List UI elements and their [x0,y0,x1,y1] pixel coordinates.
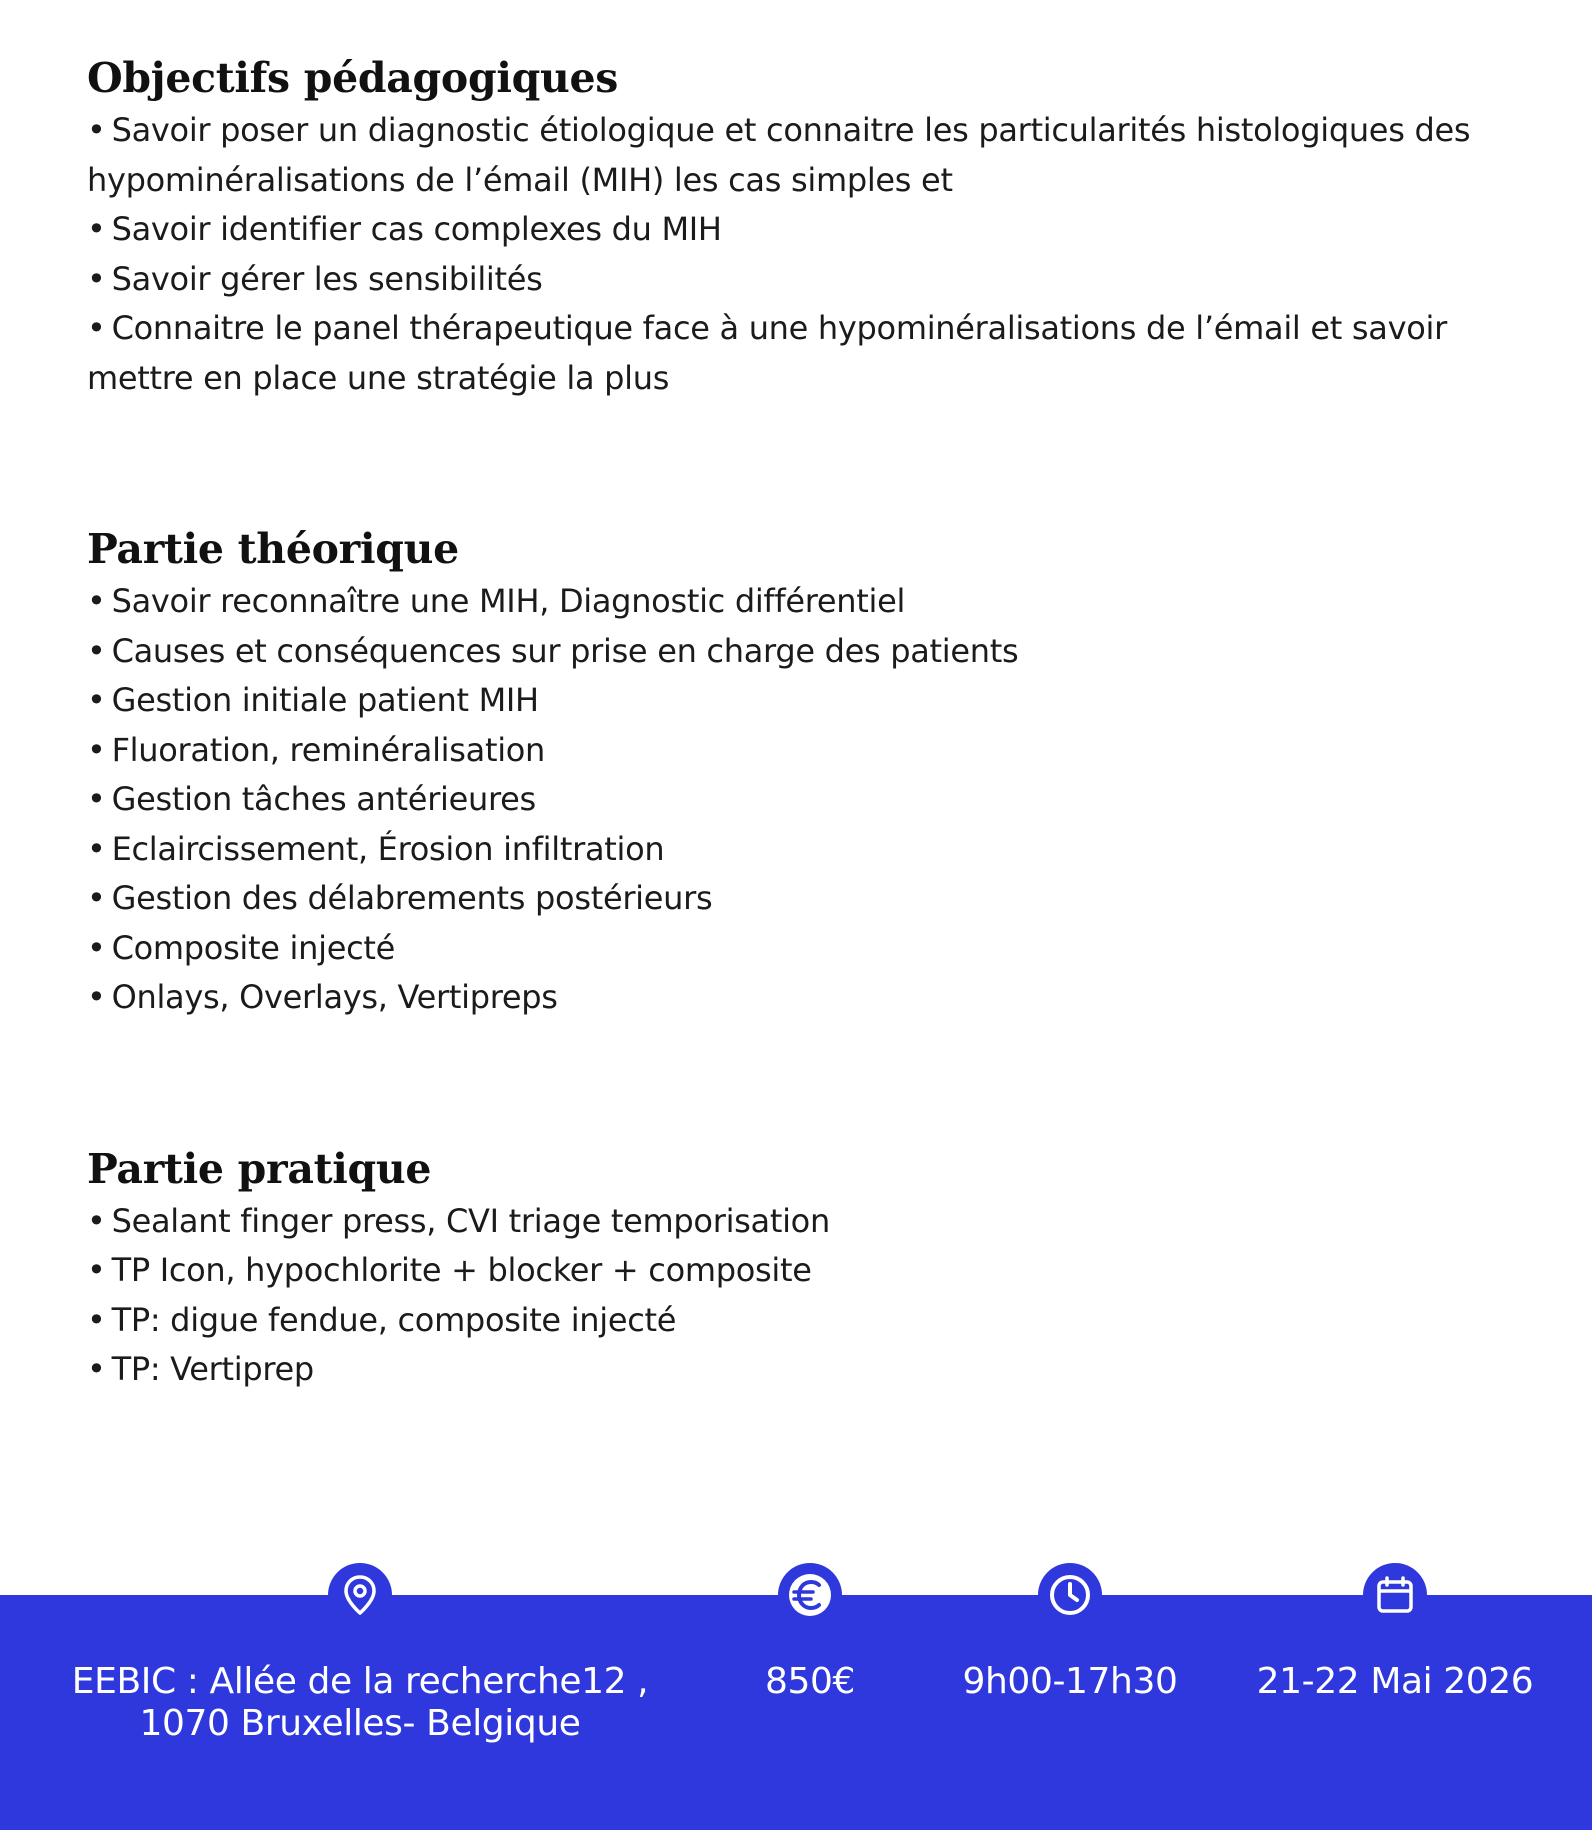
section-theorique [87,521,1527,1023]
list-item [87,106,1527,205]
pratique-list [87,1197,1527,1395]
list-item [87,973,1527,1023]
objectifs-list [87,106,1527,403]
list-item-text: Savoir reconnaître une MIH, Diagnostic différentiel [111,582,906,620]
list-item [87,874,1527,924]
list-item [87,1296,1527,1346]
list-item [87,1246,1527,1296]
bullet-dot: • [87,631,106,670]
bullet-dot: • [87,829,106,868]
bullet-dot: • [87,681,106,719]
location-pin-icon-svg [341,1574,379,1616]
list-item-text: Causes et conséquences sur prise en charge des patients [111,631,1019,670]
date-text: 21-22 Mai 2026 [1256,1661,1534,1702]
address-line-1: EEBIC : Allée de la recherche12 , [71,1661,649,1702]
list-item-text: TP Icon, hypochlorite + blocker + composite [111,1251,812,1289]
bullet-dot: • [87,1251,106,1289]
section-objectifs [87,50,1527,403]
bullet-dot: • [87,879,106,917]
euro-icon [778,1563,842,1627]
list-item-text: Gestion initiale patient MIH [111,681,539,719]
bullet-dot: • [87,111,106,149]
euro-icon-svg [786,1571,834,1619]
clock-icon [1038,1563,1102,1627]
calendar-icon [1363,1563,1427,1627]
list-item [87,205,1527,255]
address-line-2: 1070 Bruxelles- Belgique [139,1703,581,1744]
list-item-text: Onlays, Overlays, Vertipreps [111,978,558,1016]
list-item [87,775,1527,825]
list-item-text: Gestion tâches antérieures [111,780,536,818]
bullet-dot: • [87,1300,106,1339]
theorique-list [87,577,1527,1023]
list-item [87,1345,1527,1395]
bullet-dot: • [87,978,106,1016]
calendar-icon-svg [1374,1574,1416,1616]
section-title-objectifs: Objectifs pédagogiques [87,54,619,102]
bullet-dot: • [87,780,106,818]
list-item-text: Fluoration, reminéralisation [111,730,546,769]
list-item [87,255,1527,305]
location-pin-icon [328,1563,392,1627]
list-item [87,1197,1527,1247]
bullet-dot: • [87,582,106,620]
list-item-text: Composite injecté [111,928,396,967]
bullet-dot: • [87,210,106,248]
bullet-dot: • [87,309,106,347]
section-title-theorique: Partie théorique [87,525,459,573]
list-item [87,676,1527,726]
list-item-text: TP: Vertiprep [111,1350,314,1388]
bullet-dot: • [87,1201,106,1240]
bullet-dot: • [87,1350,106,1388]
bullet-dot: • [87,928,106,967]
list-item-text: Sealant finger press, CVI triage temporisation [111,1201,830,1240]
bullet-dot: • [87,730,106,769]
list-item-text: Savoir gérer les sensibilités [111,259,543,298]
list-item [87,627,1527,677]
list-item-text: Connaitre le panel thérapeutique face à une hypominéralisations de l’émail et savoir mettre en place une stratégie la plus [87,309,1447,397]
list-item [87,726,1527,776]
address-text [50,1661,670,1745]
list-item-text: Eclaircissement, Érosion infiltration [111,829,665,868]
price-text: 850€ [764,1661,856,1702]
program-content [87,50,1527,1395]
price-info [710,1595,910,1830]
info-footer [0,1595,1592,1830]
list-item-text: Gestion des délabrements postérieurs [111,879,713,917]
list-item [87,825,1527,875]
address-info [50,1595,670,1830]
section-pratique [87,1141,1527,1395]
date-info [1230,1595,1560,1830]
list-item-text: TP: digue fendue, composite injecté [111,1300,677,1339]
hours-text: 9h00-17h30 [962,1661,1178,1702]
list-item-text: Savoir poser un diagnostic étiologique et connaitre les particularités histologiques des hypominéralisations de l’émail (MIH) les cas simples et [87,111,1471,199]
clock-icon-svg [1047,1572,1093,1618]
section-title-pratique: Partie pratique [87,1144,432,1193]
list-item [87,304,1527,403]
list-item-text: Savoir identifier cas complexes du MIH [111,210,722,248]
list-item [87,924,1527,974]
list-item [87,577,1527,627]
hours-info [940,1595,1200,1830]
bullet-dot: • [87,259,106,298]
